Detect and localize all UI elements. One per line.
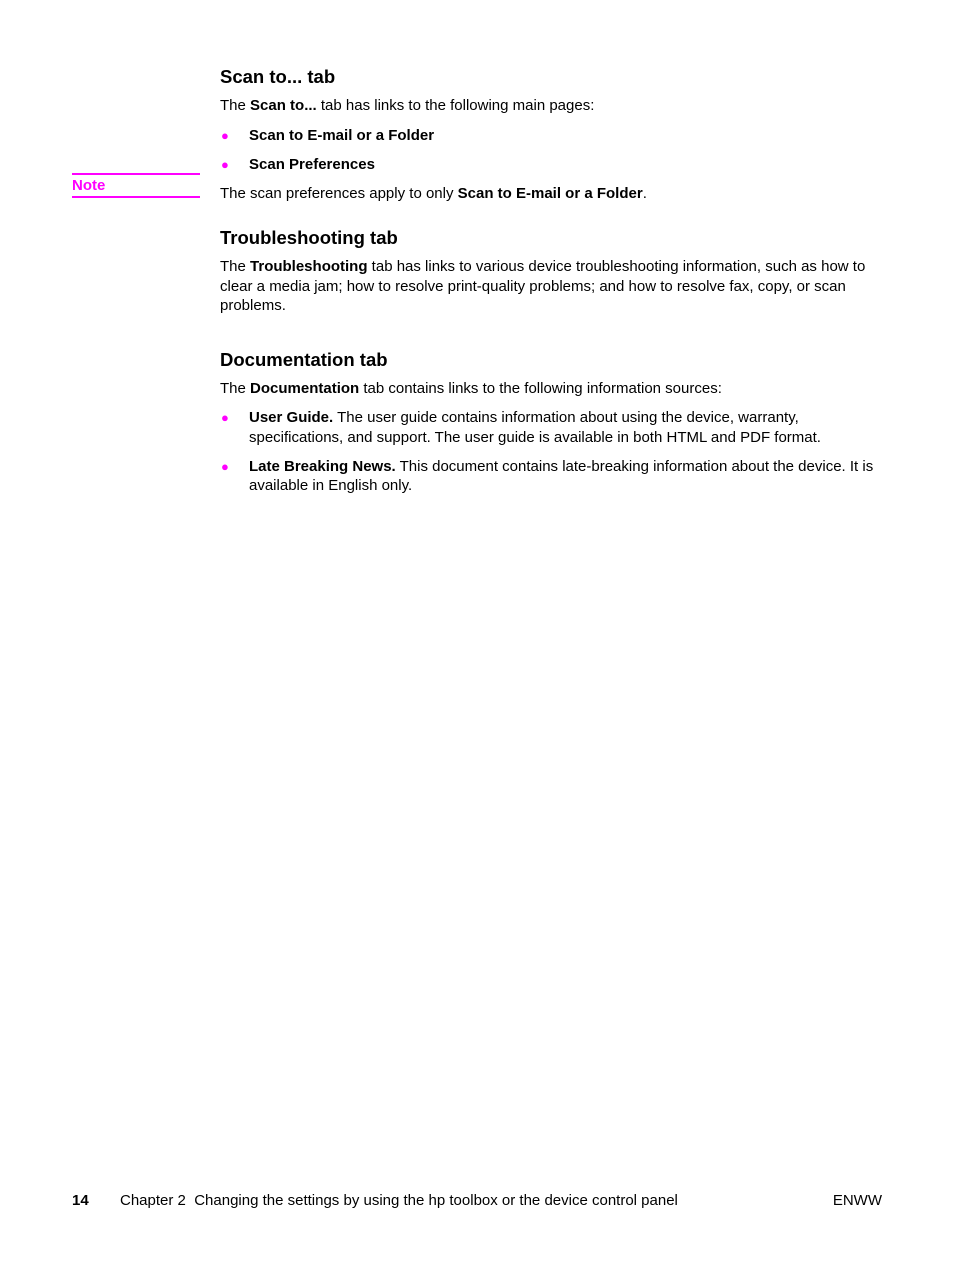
troubleshooting-suffix: tab has links to various device troubleshooting information, such as how to clear a media jam; how to resolve print-quality problems; and how to resolve fax, copy, or scan problems. [220,258,866,314]
list-item [220,408,884,447]
note-text-prefix: The scan preferences apply to only [220,184,458,202]
list-item-text: This document contains late-breaking information about the device. It is available in English only. [249,457,874,494]
troubleshooting-prefix: The [220,258,251,275]
note-block [72,176,884,204]
scan-intro-bold: Scan to... [250,97,317,114]
troubleshooting-paragraph [220,257,884,316]
note-label: Note [72,176,106,194]
list-item-bold: Scan Preferences [249,155,375,173]
note-text-suffix: . [642,184,647,202]
bullet-icon: ● [221,156,229,172]
documentation-intro-bold: Documentation [250,379,360,397]
chapter-title: Chapter 2 Changing the settings by using the hp toolbox or the device control panel [120,1192,678,1209]
scan-tab-heading: Scan to... tab [220,66,336,87]
scan-intro-suffix: tab has links to the following main pages: [316,97,595,114]
documentation-tab-heading: Documentation tab [220,348,388,370]
documentation-intro-suffix: tab contains links to the following information sources: [359,379,722,397]
list-item [220,126,884,146]
note-text [220,184,884,204]
list-item-bold: Scan to E-mail or a Folder [249,126,435,144]
main-content [72,66,884,505]
scan-intro-prefix: The [220,97,251,114]
list-item-bold: Late Breaking News. [249,457,396,475]
list-item-text: The user guide contains information about using the device, warranty, specifications, and support. The user guide is available in both HTML and PDF format. [249,409,821,446]
scan-tab-intro [220,96,884,116]
page-number: 14 [72,1192,89,1209]
document-code: ENWW [832,1192,882,1209]
section-spacer [220,326,884,349]
bullet-icon: ● [221,127,229,143]
troubleshooting-bold: Troubleshooting [250,258,368,275]
bullet-icon: ● [221,458,229,474]
documentation-intro-prefix: The [220,379,251,397]
documentation-intro [220,379,884,399]
list-item [220,155,884,175]
list-item-bold: User Guide. [249,409,334,426]
troubleshooting-tab-heading: Troubleshooting tab [220,227,398,248]
note-label-box [72,173,200,198]
note-text-bold: Scan to E-mail or a Folder [457,184,643,202]
scan-pages-list [220,126,884,175]
bullet-icon: ● [221,410,229,425]
documentation-sources-list [220,408,884,496]
list-item [220,457,884,496]
